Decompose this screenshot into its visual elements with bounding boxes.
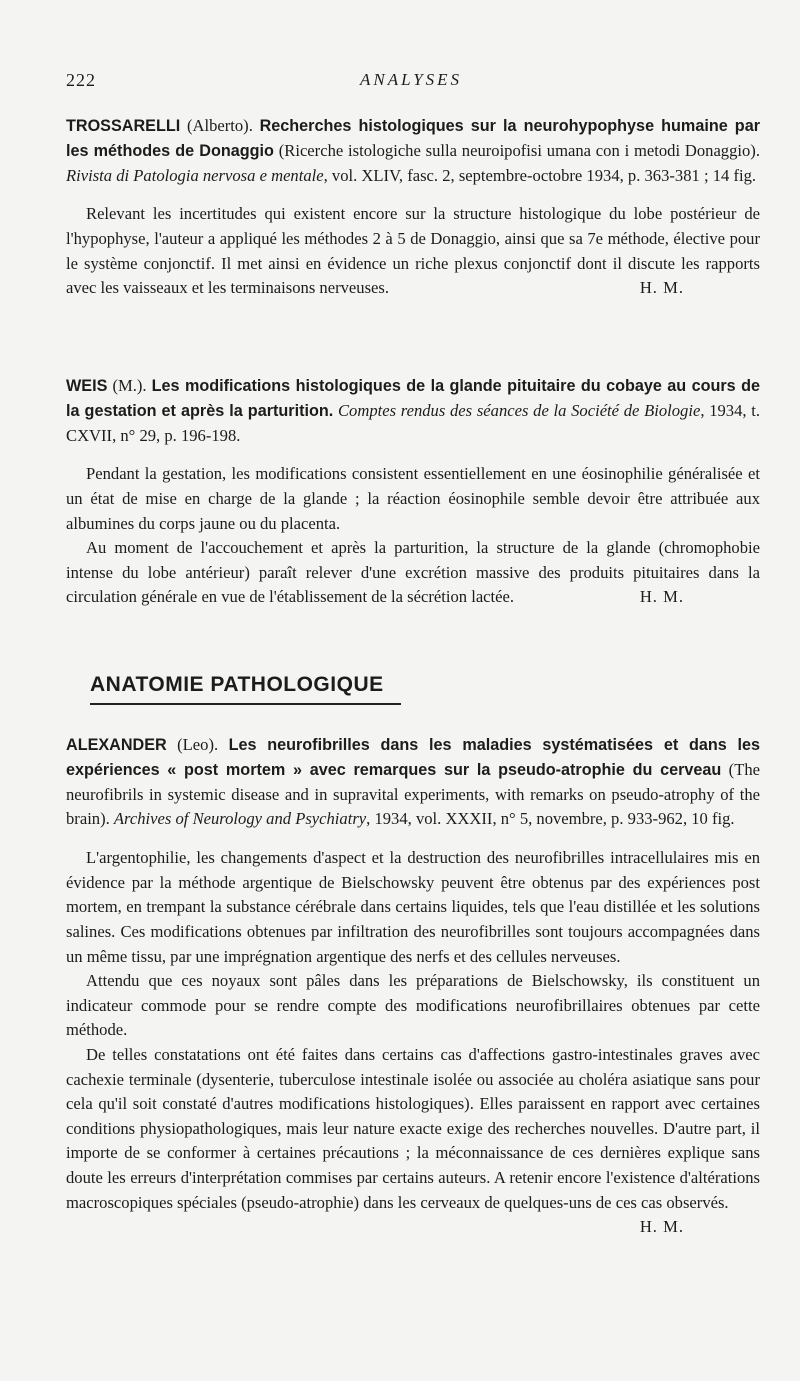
entry-citation xyxy=(66,374,760,448)
entry-paragraph: L'argentophilie, les changements d'aspect et la destruction des neurofibrilles intracellulaires mis en évidence par la méthode argentique de Bielschowsky peuvent être obtenus par des expériences post mortem, en trempant la substance cérébrale dans certains liquides, tels que l'eau distillée et les solutions salines. Ces modifications obtenues par infiltration des neurofibrilles sont toujours accompagnées dans un même tissu, par une imprégnation argentique des nerfs et des cellules nerveuses. xyxy=(66,848,760,966)
entry-citation xyxy=(66,733,760,832)
entry-body xyxy=(66,846,760,1237)
entry-body xyxy=(66,202,760,300)
entry-author-initials: (M.). xyxy=(107,376,152,395)
entry-citation-details: , 1934, vol. XXXII, n° 5, novembre, p. 933-962, 10 fig. xyxy=(366,809,735,829)
entry-body xyxy=(66,462,760,610)
entry-title: Les neurofibrilles dans les maladies systématisées et dans les expériences « post mortem » avec remarques sur la pseudo-atrophie du cerveau xyxy=(66,736,761,779)
page-header xyxy=(66,70,756,92)
entry-author: WEIS xyxy=(66,377,108,395)
abstract-entry-trossarelli xyxy=(66,114,760,301)
abstract-entry-alexander xyxy=(66,733,760,1240)
entry-citation-details: , vol. XLIV, fasc. 2, septembre-octobre 1934, p. 363-381 ; 14 fig. xyxy=(323,165,757,185)
entry-title: Recherches histologiques sur la neurohypophyse humaine par les méthodes de Donaggio xyxy=(66,117,760,160)
entry-signature: H. M. xyxy=(639,587,684,607)
entry-author: TROSSARELLI xyxy=(66,117,181,135)
entry-signature: H. M. xyxy=(639,1217,684,1237)
entry-signature: H. M. xyxy=(639,278,684,298)
entry-citation-original-title: (The neurofibrils in systemic disease and in supravital experiments, with remarks on pseudo-atrophy of the brain). xyxy=(66,759,760,829)
abstract-entry-weis xyxy=(66,374,760,610)
entry-citation-original-title: (Ricerche istologiche sulla neuroipofisi umana con i metodi Donaggio). xyxy=(273,140,760,160)
entry-title: Les modifications histologiques de la glande pituitaire du cobaye au cours de la gestation et après la parturition. xyxy=(66,377,760,420)
entry-journal: Archives of Neurology and Psychiatry xyxy=(113,809,367,829)
entry-author-initials: (Alberto). xyxy=(180,116,260,135)
section-underline xyxy=(90,703,401,705)
running-head: ANALYSES xyxy=(359,70,463,89)
entry-paragraph: Au moment de l'accouchement et après la parturition, la structure de la glande (chromophobie intense du lobe antérieur) paraît relever d'une excrétion massive des produits pituitaires dans la circulation générale en vue de l'établissement de la sécrétion lactée. H. M. xyxy=(66,536,760,610)
entry-paragraph: Pendant la gestation, les modifications consistent essentiellement en une éosinophilie généralisée et un état de mise en charge de la glande ; la réaction éosinophile semble devoir être attribuée aux albumines du corps jaune ou du placenta. xyxy=(66,464,760,533)
entry-paragraph: Relevant les incertitudes qui existent encore sur la structure histologique du lobe postérieur de l'hypophyse, l'auteur a appliqué les méthodes 2 à 5 de Donaggio, ainsi que sa 7e méthode, élective pour le système conjonctif. Il met ainsi en évidence un riche plexus conjonctif dont il discute les rapports avec les vaisseaux et les terminaisons nerveuses. H. M. xyxy=(66,202,760,300)
entry-journal: Rivista di Patologia nervosa e mentale xyxy=(66,165,324,185)
entry-author: ALEXANDER xyxy=(66,736,167,754)
entry-author-initials: (Leo). xyxy=(166,735,229,754)
entry-paragraph: Attendu que ces noyaux sont pâles dans les préparations de Bielschowsky, ils constituent un indicateur commode pour se rendre compte des modifications neurofibrillaires obtenues par cette méthode. xyxy=(66,971,760,1040)
page-number: 222 xyxy=(66,70,96,90)
entry-paragraph: De telles constatations ont été faites dans certains cas d'affections gastro-intestinales graves avec cachexie terminale (dysenterie, tuberculose intestinale isolée ou associée au choléra asiatique sans pour cela qu'il soit constaté d'autres modifications histologiques). Elles paraissent en rapport avec certaines conditions physiopathologiques, mais leur nature exacte exige des recherches nouvelles. D'autre part, il importe de se conformer à certaines précautions ; la méconnaissance de ces dernières explique sans doute les erreurs d'interprétation commises par certains auteurs. A retenir encore l'existence d'altérations macroscopiques spéciales (pseudo-atrophie) dans les cerveaux de quelques-uns de ces cas observés. H. M. xyxy=(66,1043,760,1215)
section-heading: ANATOMIE PATHOLOGIQUE xyxy=(90,673,384,696)
entry-citation xyxy=(66,114,760,188)
entry-citation-details: , 1934, t. CXVII, n° 29, p. 196-198. xyxy=(66,400,760,445)
entry-journal: Comptes rendus des séances de la Société de Biologie xyxy=(337,400,701,420)
